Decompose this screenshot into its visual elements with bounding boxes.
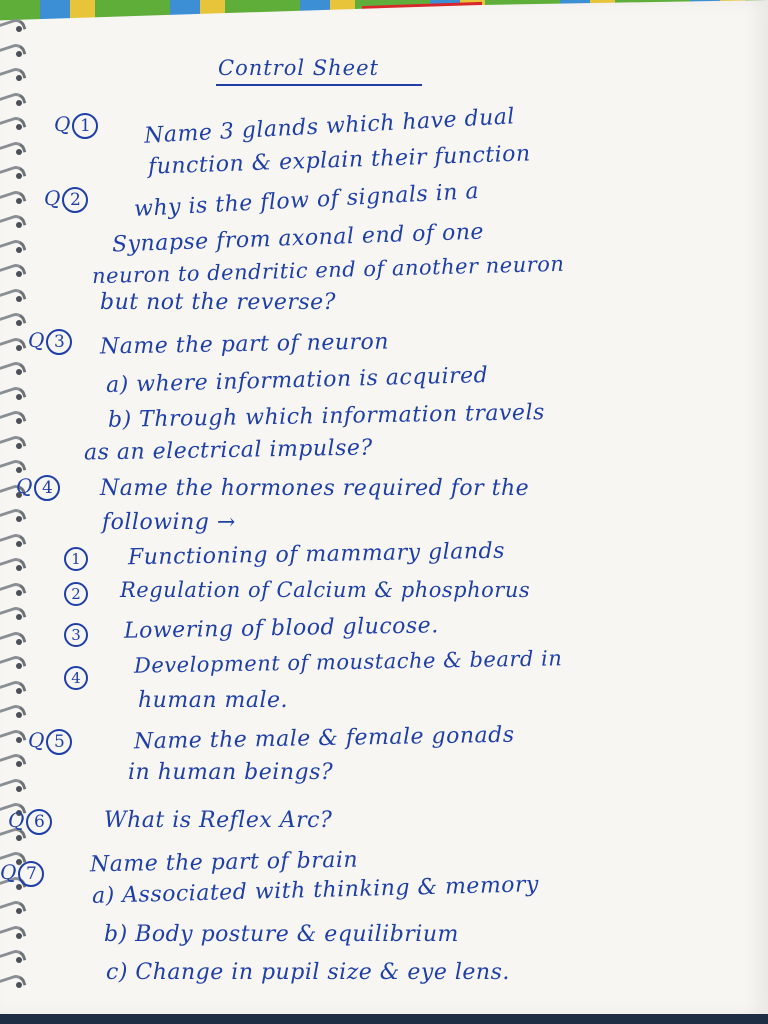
binding-hole	[16, 26, 22, 32]
binding-hole	[16, 100, 22, 106]
spiral-coil	[0, 580, 26, 600]
spiral-coil	[0, 359, 26, 379]
spiral-coil	[0, 310, 26, 330]
q4-item-number-1: 1	[64, 547, 88, 571]
q1-line-2: function & explain their function	[147, 141, 532, 180]
q4-item-1-text: Functioning of mammary glands	[127, 538, 506, 571]
spiral-coil	[0, 776, 26, 796]
binding-hole	[16, 394, 22, 400]
q6-line-1: What is Reflex Arc?	[104, 808, 333, 833]
binding-hole	[16, 418, 22, 424]
question-number-4: Q 4	[16, 474, 60, 501]
spiral-coil	[0, 384, 26, 404]
binding-hole	[16, 688, 22, 694]
binding-hole	[16, 737, 22, 743]
binding-hole	[16, 835, 22, 841]
binding-hole	[16, 149, 22, 155]
binding-hole	[16, 516, 22, 522]
q3-line-2: a) where information is acquired	[105, 363, 489, 398]
q7-line-1: Name the part of brain	[89, 847, 359, 878]
spiral-coil	[0, 188, 26, 208]
binding-hole	[16, 565, 22, 571]
binding-hole	[16, 51, 22, 57]
spiral-coil	[0, 237, 26, 257]
question-number-2: Q 2	[44, 186, 88, 213]
binding-hole	[16, 982, 22, 988]
question-number-3: Q 3	[28, 328, 72, 355]
q2-line-3: neuron to dendritic end of another neuron	[91, 251, 565, 289]
spiral-coil	[0, 555, 26, 575]
spiral-coil	[0, 261, 26, 281]
spiral-coil	[0, 604, 26, 624]
spiral-coil	[0, 653, 26, 673]
binding-hole	[16, 320, 22, 326]
binding-hole	[16, 712, 22, 718]
binding-hole	[16, 173, 22, 179]
question-number-7: Q 7	[0, 860, 44, 887]
spiral-coil	[0, 947, 26, 967]
q1-line-1: Name 3 glands which have dual	[143, 104, 516, 149]
binding-hole	[16, 369, 22, 375]
spiral-coil	[0, 629, 26, 649]
spiral-coil	[0, 65, 26, 85]
binding-hole	[16, 345, 22, 351]
binding-hole	[16, 908, 22, 914]
spiral-coil	[0, 702, 26, 722]
q4-item-2-text: Regulation of Calcium & phosphorus	[120, 578, 531, 602]
q3-line-4: as an electrical impulse?	[83, 435, 373, 466]
binding-hole	[16, 761, 22, 767]
spiral-coil	[0, 41, 26, 61]
binding-hole	[16, 467, 22, 473]
binding-hole	[16, 786, 22, 792]
binding-hole	[16, 296, 22, 302]
spiral-coil	[0, 433, 26, 453]
spiral-coil	[0, 90, 26, 110]
binding-hole	[16, 271, 22, 277]
spiral-coil	[0, 898, 26, 918]
q5-line-2: in human beings?	[128, 760, 334, 785]
q7-line-2: a) Associated with thinking & memory	[91, 872, 540, 909]
question-number-1: Q 1	[54, 112, 98, 139]
binding-hole	[16, 590, 22, 596]
spiral-coil	[0, 335, 26, 355]
spiral-coil	[0, 923, 26, 943]
binding-hole	[16, 222, 22, 228]
q2-line-1: why is the flow of signals in a	[133, 178, 480, 223]
q2-line-4: but not the reverse?	[100, 290, 336, 315]
spiral-coil	[0, 16, 26, 36]
spiral-coil	[0, 212, 26, 232]
spiral-coil	[0, 751, 26, 771]
binding-hole	[16, 957, 22, 963]
binding-hole	[16, 541, 22, 547]
q4-item-number-3: 3	[64, 623, 88, 647]
q4-item-4-line-1: Development of moustache & beard in	[133, 646, 563, 678]
q4-item-3-text: Lowering of blood glucose.	[123, 613, 439, 644]
spiral-coil	[0, 286, 26, 306]
spiral-coil	[0, 506, 26, 526]
q4-item-number-2: 2	[64, 582, 88, 606]
binding-hole	[16, 933, 22, 939]
binding-hole	[16, 124, 22, 130]
spiral-coil	[0, 408, 26, 428]
spiral-coil	[0, 678, 26, 698]
spiral-coil	[0, 114, 26, 134]
binding-hole	[16, 663, 22, 669]
table-surface	[0, 1014, 768, 1024]
q2-line-2: Synapse from axonal end of one	[111, 219, 485, 258]
q3-line-3: b) Through which information travels	[107, 400, 546, 433]
q7-line-3: b) Body posture & equilibrium	[104, 922, 459, 947]
q3-line-1: Name the part of neuron	[99, 329, 390, 360]
binding-hole	[16, 198, 22, 204]
binding-hole	[16, 75, 22, 81]
page-title: Control Sheet	[218, 56, 379, 80]
question-number-6: Q 6	[8, 808, 52, 835]
binding-hole	[16, 443, 22, 449]
binding-hole	[16, 614, 22, 620]
q4-item-4-line-2: human male.	[138, 688, 289, 713]
spiral-coil	[0, 163, 26, 183]
spiral-coil	[0, 531, 26, 551]
q5-line-1: Name the male & female gonads	[133, 722, 515, 755]
q4-line-2: following →	[102, 510, 236, 535]
q4-line-1: Name the hormones required for the	[100, 476, 530, 501]
title-underline	[216, 84, 422, 86]
spiral-coil	[0, 972, 26, 992]
binding-hole	[16, 247, 22, 253]
spiral-coil	[0, 727, 26, 747]
question-number-5: Q 5	[28, 728, 72, 755]
q7-line-4: c) Change in pupil size & eye lens.	[106, 960, 510, 985]
q4-item-number-4: 4	[64, 666, 88, 690]
binding-hole	[16, 639, 22, 645]
spiral-coil	[0, 139, 26, 159]
